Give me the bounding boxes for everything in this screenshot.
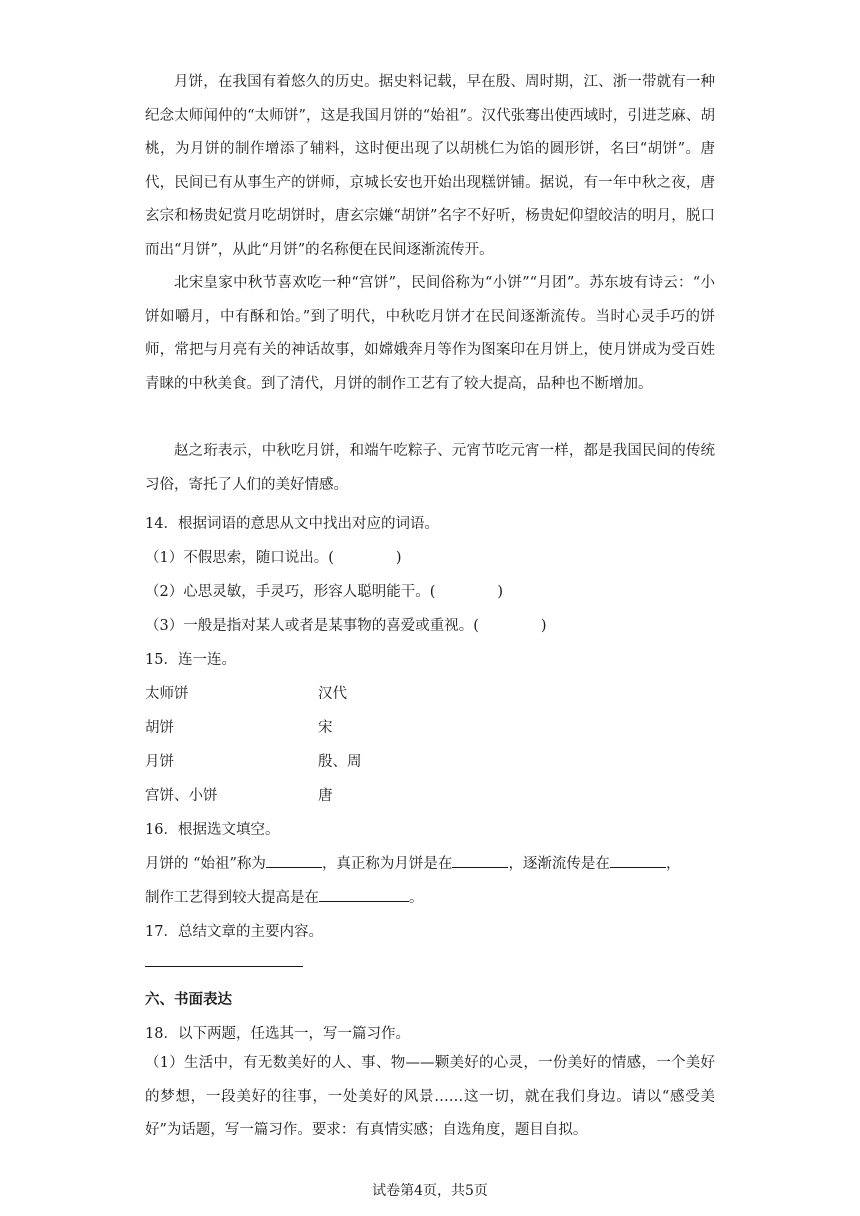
fill-text: 。 bbox=[409, 890, 424, 906]
fill-blank-3[interactable] bbox=[610, 853, 666, 868]
fill-text: 制作工艺得到较大提高是在 bbox=[145, 890, 319, 906]
question-14-item-1 bbox=[145, 546, 402, 567]
close-paren: ) bbox=[497, 584, 504, 600]
fill-blank-2[interactable] bbox=[452, 853, 508, 868]
close-paren: ) bbox=[395, 550, 402, 566]
question-18-item-1: （1）生活中，有无数美好的人、事、物——颗美好的心灵，一份美好的情感，一个美好的梦想，一段美好的往事，一处美好的风景……这一切，就在我们身边。请以“感受美好”为话题，写一篇习作。要求：有真情实感；自选角度，题目自拟。 bbox=[145, 1055, 715, 1138]
page-footer: 试卷第4页，共5页 bbox=[372, 1183, 488, 1199]
question-16-line-1 bbox=[145, 852, 680, 873]
question-14-item-1-text: （1）不假思索，随口说出。( bbox=[145, 550, 334, 566]
fill-text: ，真正称为月饼是在 bbox=[321, 856, 453, 872]
question-15-title: 15．连一连。 bbox=[145, 652, 236, 668]
match-right-item[interactable]: 汉代 bbox=[318, 686, 347, 702]
fill-blank-1[interactable] bbox=[266, 853, 322, 868]
question-14-item-2 bbox=[145, 580, 503, 601]
section-6-title: 六、书面表达 bbox=[145, 991, 232, 1008]
fill-text: ，逐渐流传是在 bbox=[508, 856, 610, 872]
answer-line-17[interactable] bbox=[145, 966, 303, 967]
question-17-title: 17．总结文章的主要内容。 bbox=[145, 924, 323, 940]
match-right-item[interactable]: 殷、周 bbox=[318, 754, 362, 770]
question-14-item-2-text: （2）心思灵敏，手灵巧，形容人聪明能干。( bbox=[145, 584, 436, 600]
fill-text: 月饼的 “始祖”称为 bbox=[145, 856, 266, 872]
match-left-item[interactable]: 宫饼、小饼 bbox=[145, 788, 218, 804]
close-paren: ) bbox=[540, 618, 547, 634]
match-left-item[interactable]: 胡饼 bbox=[145, 720, 174, 736]
passage-paragraph-2: 北宋皇家中秋节喜欢吃一种“宫饼”，民间俗称为“小饼”“月团”。苏东坡有诗云：“小饼如嚼月，中有酥和饴。”到了明代，中秋吃月饼才在民间逐渐流传。当时心灵手巧的饼师，常把与月亮有关的神话故事，如嫦娥奔月等作为图案印在月饼上，使月饼成为受百姓青睐的中秋美食。到了清代，月饼的制作工艺有了较大提高，品种也不断增加。 bbox=[145, 275, 715, 392]
match-left-item[interactable]: 月饼 bbox=[145, 754, 174, 770]
question-18-title: 18．以下两题，任选其一，写一篇习作。 bbox=[145, 1026, 410, 1042]
question-16-line-2 bbox=[145, 886, 424, 907]
question-14-title: 14．根据词语的意思从文中找出对应的词语。 bbox=[145, 516, 439, 532]
question-14-item-3-text: （3）一般是指对某人或者是某事物的喜爱或重视。( bbox=[145, 618, 479, 634]
fill-text: ， bbox=[665, 856, 681, 872]
question-14-item-3 bbox=[145, 614, 547, 635]
match-right-item[interactable]: 宋 bbox=[318, 720, 333, 736]
match-left-item[interactable]: 太师饼 bbox=[145, 686, 189, 702]
passage-paragraph-1: 月饼，在我国有着悠久的历史。据史料记载，早在殷、周时期，江、浙一带就有一种纪念太师闻仲的“太师饼”，这是我国月饼的“始祖”。汉代张骞出使西域时，引进芝麻、胡桃，为月饼的制作增添了辅料，这时便出现了以胡桃仁为馅的圆形饼，名曰“胡饼”。唐代，民间已有从事生产的饼师，京城长安也开始出现糕饼铺。据说，有一年中秋之夜，唐玄宗和杨贵妃赏月吃胡饼时，唐玄宗嫌“胡饼”名字不好听，杨贵妃仰望皎洁的明月，脱口而出“月饼”，从此“月饼”的名称便在民间逐渐流传开。 bbox=[145, 74, 715, 258]
match-right-item[interactable]: 唐 bbox=[318, 788, 333, 804]
fill-blank-4[interactable] bbox=[319, 887, 409, 902]
passage-paragraph-3: 赵之珩表示，中秋吃月饼，和端午吃粽子、元宵节吃元宵一样，都是我国民间的传统习俗，寄托了人们的美好情感。 bbox=[145, 443, 715, 493]
question-16-title: 16．根据选文填空。 bbox=[145, 822, 280, 838]
